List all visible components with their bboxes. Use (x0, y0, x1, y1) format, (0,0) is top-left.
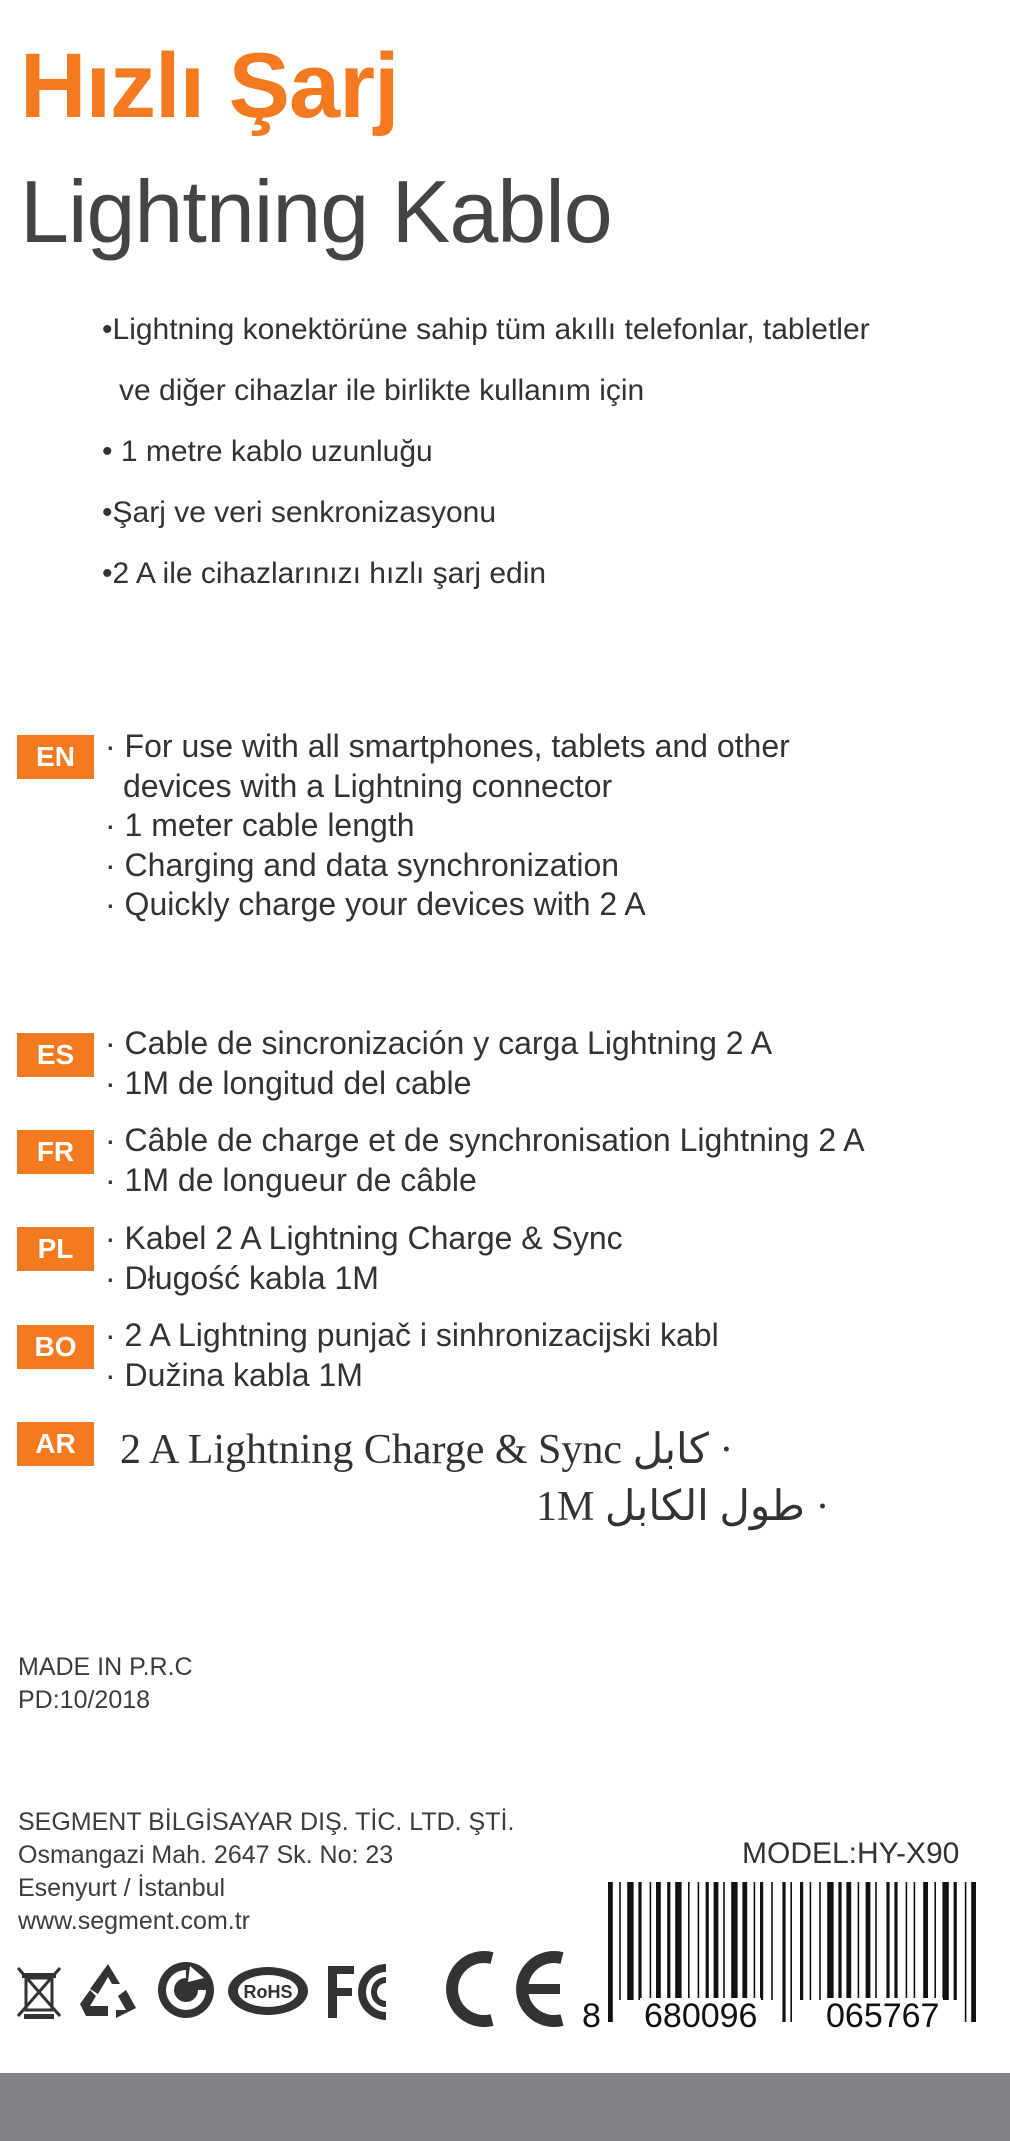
lang-badge-bo: BO (17, 1325, 94, 1369)
turkish-feature-list (102, 305, 870, 610)
list-item: · 1M de longueur de câble (105, 1161, 477, 1198)
list-item: · Quickly charge your devices with 2 A (105, 886, 646, 922)
list-item: •2 A ile cihazlarınızı hızlı şarj edin (102, 557, 547, 590)
barcode-bar (771, 1882, 773, 2000)
company-name: SEGMENT BİLGİSAYAR DIŞ. TİC. LTD. ŞTİ. (18, 1808, 515, 1836)
list-item: · Câble de charge et de synchronisation Lightning 2 A (105, 1122, 865, 1158)
barcode-bar (619, 1882, 621, 2000)
barcode-bar (688, 1882, 690, 2000)
barcode-bar (894, 1882, 897, 2000)
arabic-line-1: 2 A Lightning Charge & Sync كابل · (120, 1427, 734, 1473)
list-item: · For use with all smartphones, tablets and other (105, 728, 790, 764)
list-item: · Długość kabla 1M (105, 1259, 379, 1296)
barcode-digit-first: 8 (582, 1997, 601, 2035)
barcode-bar (838, 1882, 841, 2000)
barcode-bar (906, 1882, 908, 2000)
lang-text-es (105, 1024, 772, 1103)
title-lightning-kablo: Lightning Kablo (20, 162, 612, 261)
barcode-bar (760, 1882, 763, 2000)
barcode-bar (608, 1882, 613, 2022)
barcode-bar (782, 1882, 785, 2022)
barcode-bar (965, 1882, 967, 2022)
barcode-bar (754, 1882, 756, 2000)
barcode-bar (800, 1882, 803, 2000)
barcode-bar (942, 1882, 948, 2000)
barcode-digits-left: 680096 (640, 1998, 761, 2034)
barcode-bar (627, 1882, 633, 2000)
arabic-line-2: 1M طول الكابل · (536, 1484, 830, 1530)
list-item: devices with a Lightning connector (123, 767, 613, 804)
lang-badge-en: EN (17, 735, 94, 779)
green-dot-icon (154, 1958, 218, 2022)
barcode-bar (706, 1882, 709, 2000)
barcode-bar (954, 1882, 957, 2000)
barcode-bar (638, 1882, 641, 2000)
barcode-bar (650, 1882, 652, 2000)
barcode-bar (675, 1882, 681, 2000)
company-address-2: Esenyurt / İstanbul (18, 1874, 226, 1902)
barcode-bar (731, 1882, 737, 2000)
barcode-bar (846, 1882, 851, 2000)
list-item: •Lightning konektörüne sahip tüm akıllı telefonlar, tabletler (102, 313, 870, 346)
list-item: •Şarj ve veri senkronizasyonu (102, 496, 497, 529)
barcode-bar (698, 1882, 700, 2000)
barcode-digits-right: 065767 (822, 1998, 943, 2034)
weee-bin-icon (14, 1964, 64, 2020)
company-website: www.segment.com.tr (18, 1907, 251, 1935)
barcode-bar (810, 1882, 812, 2000)
barcode-bar (914, 1882, 916, 2000)
barcode-bar (790, 1882, 792, 2022)
lang-badge-ar: AR (17, 1422, 94, 1466)
company-address-1: Osmangazi Mah. 2647 Sk. No: 23 (18, 1841, 394, 1869)
footer-bar (0, 2073, 1010, 2141)
title-hizli-sarj: Hızlı Şarj (20, 35, 399, 137)
list-item: · 1M de longitud del cable (105, 1064, 472, 1101)
list-item: · 1 meter cable length (105, 807, 415, 843)
svg-text:RoHS: RoHS (243, 1982, 293, 2002)
barcode-bar (742, 1882, 747, 2000)
list-item: · 2 A Lightning punjač i sinhronizacijski kabl (105, 1317, 719, 1353)
made-in-text: MADE IN P.R.C (18, 1653, 193, 1681)
barcode-bar (819, 1882, 821, 2000)
fc-icon (324, 1962, 414, 2022)
lang-text-fr (105, 1121, 865, 1200)
list-item: · Cable de sincronización y carga Lightning 2 A (105, 1025, 773, 1061)
ce-icon (434, 1950, 574, 2028)
lang-badge-fr: FR (17, 1130, 94, 1174)
barcode-bar (656, 1882, 661, 2000)
list-item: ve diğer cihazlar ile birlikte kullanım için (119, 374, 645, 407)
lang-text-bo (105, 1316, 719, 1395)
barcode-bar (714, 1882, 719, 2000)
barcode-bar (866, 1882, 871, 2000)
rohs-icon (226, 1964, 310, 2018)
barcode-bar (875, 1882, 877, 2000)
list-item: · Kabel 2 A Lightning Charge & Sync (105, 1220, 623, 1256)
barcode-bar (858, 1882, 860, 2000)
list-item: · Charging and data synchronization (105, 846, 620, 883)
production-date: PD:10/2018 (18, 1686, 151, 1714)
barcode-bar (886, 1882, 889, 2000)
barcode-bar (934, 1882, 936, 2000)
lang-badge-es: ES (17, 1033, 94, 1077)
list-item: · Dužina kabla 1M (105, 1356, 363, 1393)
barcode-bar (667, 1882, 670, 2000)
recycle-icon (76, 1960, 140, 2022)
lang-badge-pl: PL (17, 1227, 94, 1271)
lang-text-en (105, 727, 790, 925)
barcode-bar (971, 1882, 976, 2022)
barcode-bar (923, 1882, 928, 2000)
model-number: MODEL:HY-X90 (742, 1837, 960, 1870)
barcode-bar (723, 1882, 725, 2000)
list-item: • 1 metre kablo uzunluğu (102, 435, 433, 468)
barcode-bar (827, 1882, 833, 2000)
lang-text-pl (105, 1219, 623, 1298)
